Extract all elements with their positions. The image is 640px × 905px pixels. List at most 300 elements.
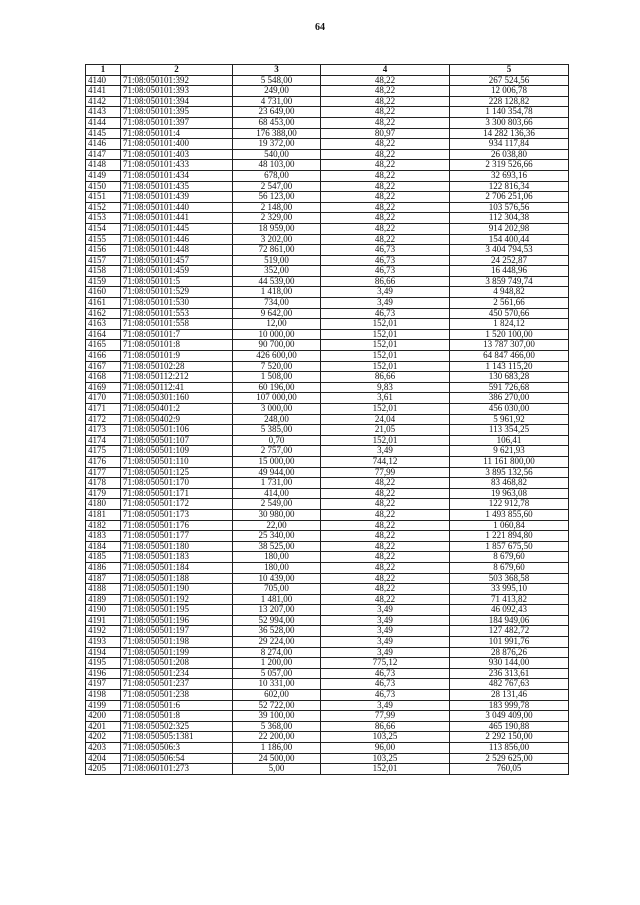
cadastral-number: 71:08:050101:529 [121, 287, 233, 298]
table-row [86, 541, 569, 552]
rate-value: 103,25 [321, 732, 450, 743]
row-index: 4193 [86, 637, 121, 648]
cadastral-number: 71:08:050401:2 [121, 404, 233, 415]
area-value: 22 200,00 [233, 732, 321, 743]
cadastral-number: 71:08:050101:459 [121, 266, 233, 277]
area-value: 1 200,00 [233, 658, 321, 669]
area-value: 12,00 [233, 319, 321, 330]
table-row [86, 308, 569, 319]
cadastral-number: 71:08:050501:199 [121, 647, 233, 658]
row-index: 4169 [86, 382, 121, 393]
rate-value: 48,22 [321, 531, 450, 542]
rate-value: 48,22 [321, 520, 450, 531]
rate-value: 48,22 [321, 509, 450, 520]
row-index: 4192 [86, 626, 121, 637]
area-value: 56 123,00 [233, 192, 321, 203]
row-index: 4163 [86, 319, 121, 330]
area-value: 10 000,00 [233, 329, 321, 340]
rate-value: 48,22 [321, 192, 450, 203]
area-value: 602,00 [233, 690, 321, 701]
row-index: 4197 [86, 679, 121, 690]
cadastral-number: 71:08:050501:170 [121, 478, 233, 489]
rate-value: 48,22 [321, 552, 450, 563]
table-row [86, 509, 569, 520]
total-value: 503 368,58 [450, 573, 569, 584]
area-value: 52 994,00 [233, 615, 321, 626]
table-body [86, 65, 569, 775]
rate-value: 24,04 [321, 414, 450, 425]
column-header: 1 [86, 65, 121, 76]
row-index: 4176 [86, 456, 121, 467]
cadastral-number: 71:08:050101:445 [121, 223, 233, 234]
cadastral-number: 71:08:050501:172 [121, 499, 233, 510]
area-value: 18 959,00 [233, 223, 321, 234]
area-value: 3 202,00 [233, 234, 321, 245]
row-index: 4191 [86, 615, 121, 626]
area-value: 39 100,00 [233, 711, 321, 722]
cadastral-number: 71:08:050501:188 [121, 573, 233, 584]
cadastral-number: 71:08:050101:5 [121, 276, 233, 287]
total-value: 113 354,25 [450, 425, 569, 436]
total-value: 71 413,82 [450, 594, 569, 605]
table-row [86, 721, 569, 732]
area-value: 5 368,00 [233, 721, 321, 732]
cadastral-number: 71:08:050501:109 [121, 446, 233, 457]
row-index: 4162 [86, 308, 121, 319]
row-index: 4161 [86, 298, 121, 309]
row-index: 4152 [86, 202, 121, 213]
cadastral-number: 71:08:050101:394 [121, 96, 233, 107]
table-row [86, 488, 569, 499]
land-plot-table [85, 64, 569, 775]
total-value: 19 963,08 [450, 488, 569, 499]
cadastral-number: 71:08:050501:171 [121, 488, 233, 499]
total-value: 8 679,60 [450, 552, 569, 563]
rate-value: 46,73 [321, 679, 450, 690]
row-index: 4173 [86, 425, 121, 436]
cadastral-number: 71:08:050501:197 [121, 626, 233, 637]
row-index: 4198 [86, 690, 121, 701]
area-value: 414,00 [233, 488, 321, 499]
row-index: 4205 [86, 764, 121, 775]
table-row [86, 584, 569, 595]
row-index: 4159 [86, 276, 121, 287]
area-value: 2 547,00 [233, 181, 321, 192]
area-value: 36 528,00 [233, 626, 321, 637]
row-index: 4160 [86, 287, 121, 298]
table-row [86, 690, 569, 701]
area-value: 352,00 [233, 266, 321, 277]
rate-value: 46,73 [321, 690, 450, 701]
area-value: 9 642,00 [233, 308, 321, 319]
rate-value: 48,22 [321, 107, 450, 118]
row-index: 4145 [86, 128, 121, 139]
cadastral-number: 71:08:050112:41 [121, 382, 233, 393]
area-value: 734,00 [233, 298, 321, 309]
rate-value: 152,01 [321, 340, 450, 351]
row-index: 4202 [86, 732, 121, 743]
area-value: 1 481,00 [233, 594, 321, 605]
cadastral-number: 71:08:050501:176 [121, 520, 233, 531]
table-row [86, 96, 569, 107]
row-index: 4201 [86, 721, 121, 732]
row-index: 4175 [86, 446, 121, 457]
row-index: 4157 [86, 255, 121, 266]
row-index: 4204 [86, 753, 121, 764]
table-row [86, 700, 569, 711]
table-row [86, 414, 569, 425]
total-value: 1 520 100,00 [450, 329, 569, 340]
total-value: 3 895 132,56 [450, 467, 569, 478]
total-value: 934 117,84 [450, 139, 569, 150]
table-row [86, 404, 569, 415]
rate-value: 21,05 [321, 425, 450, 436]
table-row [86, 668, 569, 679]
table-header-row [86, 65, 569, 76]
total-value: 2 561,66 [450, 298, 569, 309]
rate-value: 48,22 [321, 75, 450, 86]
table-row [86, 764, 569, 775]
table-row [86, 393, 569, 404]
cadastral-number: 71:08:050101:439 [121, 192, 233, 203]
cadastral-number: 71:08:050501:110 [121, 456, 233, 467]
rate-value: 96,00 [321, 743, 450, 754]
area-value: 5 385,00 [233, 425, 321, 436]
row-index: 4155 [86, 234, 121, 245]
area-value: 23 649,00 [233, 107, 321, 118]
rate-value: 48,22 [321, 573, 450, 584]
table-row [86, 192, 569, 203]
total-value: 64 847 466,00 [450, 351, 569, 362]
rate-value: 46,73 [321, 255, 450, 266]
total-value: 482 767,63 [450, 679, 569, 690]
area-value: 8 274,00 [233, 647, 321, 658]
rate-value: 3,61 [321, 393, 450, 404]
area-value: 2 329,00 [233, 213, 321, 224]
total-value: 9 621,93 [450, 446, 569, 457]
rate-value: 152,01 [321, 404, 450, 415]
rate-value: 48,22 [321, 584, 450, 595]
rate-value: 3,49 [321, 298, 450, 309]
cadastral-number: 71:08:050501:183 [121, 552, 233, 563]
total-value: 5 961,92 [450, 414, 569, 425]
row-index: 4140 [86, 75, 121, 86]
table-row [86, 361, 569, 372]
total-value: 3 859 749,74 [450, 276, 569, 287]
cadastral-number: 71:08:050501:173 [121, 509, 233, 520]
area-value: 180,00 [233, 552, 321, 563]
total-value: 1 140 354,78 [450, 107, 569, 118]
table-row [86, 573, 569, 584]
total-value: 24 252,87 [450, 255, 569, 266]
row-index: 4164 [86, 329, 121, 340]
table-row [86, 753, 569, 764]
rate-value: 48,22 [321, 96, 450, 107]
area-value: 4 731,00 [233, 96, 321, 107]
area-value: 52 722,00 [233, 700, 321, 711]
column-header: 3 [233, 65, 321, 76]
total-value: 760,05 [450, 764, 569, 775]
rate-value: 46,73 [321, 266, 450, 277]
rate-value: 48,22 [321, 488, 450, 499]
total-value: 122 912,78 [450, 499, 569, 510]
row-index: 4170 [86, 393, 121, 404]
row-index: 4181 [86, 509, 121, 520]
cadastral-number: 71:08:050501:238 [121, 690, 233, 701]
table-row [86, 255, 569, 266]
rate-value: 744,12 [321, 456, 450, 467]
area-value: 5,00 [233, 764, 321, 775]
table-row [86, 287, 569, 298]
cadastral-number: 71:08:050101:441 [121, 213, 233, 224]
row-index: 4188 [86, 584, 121, 595]
row-index: 4171 [86, 404, 121, 415]
area-value: 25 340,00 [233, 531, 321, 542]
table-row [86, 594, 569, 605]
rate-value: 152,01 [321, 764, 450, 775]
total-value: 1 060,84 [450, 520, 569, 531]
row-index: 4150 [86, 181, 121, 192]
table-row [86, 520, 569, 531]
total-value: 122 816,34 [450, 181, 569, 192]
area-value: 519,00 [233, 255, 321, 266]
table-row [86, 202, 569, 213]
rate-value: 152,01 [321, 351, 450, 362]
total-value: 16 448,96 [450, 266, 569, 277]
cadastral-number: 71:08:050101:4 [121, 128, 233, 139]
row-index: 4183 [86, 531, 121, 542]
table-row [86, 732, 569, 743]
cadastral-number: 71:08:050101:433 [121, 160, 233, 171]
total-value: 591 726,68 [450, 382, 569, 393]
rate-value: 48,22 [321, 202, 450, 213]
rate-value: 48,22 [321, 213, 450, 224]
area-value: 60 196,00 [233, 382, 321, 393]
area-value: 3 000,00 [233, 404, 321, 415]
table-row [86, 435, 569, 446]
table-row [86, 234, 569, 245]
rate-value: 3,49 [321, 647, 450, 658]
rate-value: 9,83 [321, 382, 450, 393]
total-value: 1 221 894,80 [450, 531, 569, 542]
cadastral-number: 71:08:050101:395 [121, 107, 233, 118]
area-value: 30 980,00 [233, 509, 321, 520]
total-value: 33 995,10 [450, 584, 569, 595]
rate-value: 48,22 [321, 562, 450, 573]
total-value: 914 202,98 [450, 223, 569, 234]
row-index: 4156 [86, 245, 121, 256]
column-header: 2 [121, 65, 233, 76]
rate-value: 48,22 [321, 117, 450, 128]
total-value: 1 493 855,60 [450, 509, 569, 520]
rate-value: 152,01 [321, 319, 450, 330]
rate-value: 3,49 [321, 615, 450, 626]
cadastral-number: 71:08:050101:440 [121, 202, 233, 213]
cadastral-number: 71:08:050501:237 [121, 679, 233, 690]
area-value: 72 861,00 [233, 245, 321, 256]
area-value: 48 103,00 [233, 160, 321, 171]
area-value: 2 549,00 [233, 499, 321, 510]
row-index: 4141 [86, 86, 121, 97]
cadastral-number: 71:08:050101:393 [121, 86, 233, 97]
table-row [86, 499, 569, 510]
rate-value: 48,22 [321, 499, 450, 510]
table-row [86, 75, 569, 86]
area-value: 49 944,00 [233, 467, 321, 478]
table-row [86, 711, 569, 722]
row-index: 4185 [86, 552, 121, 563]
table-row [86, 319, 569, 330]
table-row [86, 276, 569, 287]
rate-value: 77,99 [321, 467, 450, 478]
cadastral-number: 71:08:050101:457 [121, 255, 233, 266]
cadastral-number: 71:08:050112:212 [121, 372, 233, 383]
table-row [86, 149, 569, 160]
area-value: 426 600,00 [233, 351, 321, 362]
table-row [86, 658, 569, 669]
row-index: 4187 [86, 573, 121, 584]
cadastral-number: 71:08:050101:397 [121, 117, 233, 128]
total-value: 236 313,61 [450, 668, 569, 679]
area-value: 5 548,00 [233, 75, 321, 86]
table-row [86, 467, 569, 478]
total-value: 183 999,78 [450, 700, 569, 711]
cadastral-number: 71:08:050101:400 [121, 139, 233, 150]
cadastral-number: 71:08:050501:180 [121, 541, 233, 552]
table-row [86, 160, 569, 171]
total-value: 456 030,00 [450, 404, 569, 415]
cadastral-number: 71:08:050101:530 [121, 298, 233, 309]
area-value: 29 224,00 [233, 637, 321, 648]
table-row [86, 679, 569, 690]
row-index: 4154 [86, 223, 121, 234]
total-value: 14 282 136,36 [450, 128, 569, 139]
total-value: 1 857 675,50 [450, 541, 569, 552]
table-row [86, 446, 569, 457]
rate-value: 3,49 [321, 446, 450, 457]
row-index: 4203 [86, 743, 121, 754]
cadastral-number: 71:08:050101:434 [121, 170, 233, 181]
cadastral-number: 71:08:050501:190 [121, 584, 233, 595]
cadastral-number: 71:08:050402:9 [121, 414, 233, 425]
row-index: 4144 [86, 117, 121, 128]
row-index: 4147 [86, 149, 121, 160]
total-value: 46 092,43 [450, 605, 569, 616]
table-row [86, 181, 569, 192]
rate-value: 48,22 [321, 160, 450, 171]
row-index: 4151 [86, 192, 121, 203]
cadastral-number: 71:08:050501:196 [121, 615, 233, 626]
area-value: 44 539,00 [233, 276, 321, 287]
rate-value: 48,22 [321, 223, 450, 234]
row-index: 4168 [86, 372, 121, 383]
table-row [86, 425, 569, 436]
total-value: 3 404 794,53 [450, 245, 569, 256]
cadastral-number: 71:08:050501:107 [121, 435, 233, 446]
area-value: 176 388,00 [233, 128, 321, 139]
total-value: 450 570,66 [450, 308, 569, 319]
table-row [86, 372, 569, 383]
row-index: 4180 [86, 499, 121, 510]
cadastral-number: 71:08:050101:403 [121, 149, 233, 160]
rate-value: 152,01 [321, 329, 450, 340]
cadastral-number: 71:08:050101:558 [121, 319, 233, 330]
total-value: 1 824,12 [450, 319, 569, 330]
table-row [86, 531, 569, 542]
total-value: 228 128,82 [450, 96, 569, 107]
row-index: 4178 [86, 478, 121, 489]
table-row [86, 478, 569, 489]
cadastral-number: 71:08:050501:106 [121, 425, 233, 436]
rate-value: 48,22 [321, 234, 450, 245]
cadastral-number: 71:08:050101:553 [121, 308, 233, 319]
area-value: 24 500,00 [233, 753, 321, 764]
row-index: 4165 [86, 340, 121, 351]
area-value: 107 000,00 [233, 393, 321, 404]
total-value: 1 143 115,20 [450, 361, 569, 372]
total-value: 106,41 [450, 435, 569, 446]
area-value: 22,00 [233, 520, 321, 531]
rate-value: 80,97 [321, 128, 450, 139]
row-index: 4177 [86, 467, 121, 478]
rate-value: 48,22 [321, 541, 450, 552]
row-index: 4199 [86, 700, 121, 711]
table-row [86, 647, 569, 658]
cadastral-number: 71:08:050101:446 [121, 234, 233, 245]
row-index: 4195 [86, 658, 121, 669]
row-index: 4153 [86, 213, 121, 224]
area-value: 249,00 [233, 86, 321, 97]
row-index: 4142 [86, 96, 121, 107]
row-index: 4196 [86, 668, 121, 679]
area-value: 7 520,00 [233, 361, 321, 372]
rate-value: 152,01 [321, 435, 450, 446]
area-value: 10 439,00 [233, 573, 321, 584]
rate-value: 48,22 [321, 594, 450, 605]
cadastral-number: 71:08:050101:392 [121, 75, 233, 86]
row-index: 4184 [86, 541, 121, 552]
rate-value: 48,22 [321, 478, 450, 489]
row-index: 4174 [86, 435, 121, 446]
table-row [86, 298, 569, 309]
total-value: 13 787 307,00 [450, 340, 569, 351]
row-index: 4146 [86, 139, 121, 150]
row-index: 4149 [86, 170, 121, 181]
table-row [86, 107, 569, 118]
area-value: 90 700,00 [233, 340, 321, 351]
cadastral-number: 71:08:050101:7 [121, 329, 233, 340]
cadastral-number: 71:08:050101:448 [121, 245, 233, 256]
rate-value: 775,12 [321, 658, 450, 669]
row-index: 4186 [86, 562, 121, 573]
rate-value: 46,73 [321, 308, 450, 319]
cadastral-number: 71:08:050101:9 [121, 351, 233, 362]
total-value: 112 304,38 [450, 213, 569, 224]
table-row [86, 626, 569, 637]
total-value: 113 856,00 [450, 743, 569, 754]
cadastral-number: 71:08:050501:184 [121, 562, 233, 573]
total-value: 101 991,76 [450, 637, 569, 648]
table-row [86, 223, 569, 234]
cadastral-number: 71:08:050501:177 [121, 531, 233, 542]
table-row [86, 382, 569, 393]
table-row [86, 456, 569, 467]
row-index: 4172 [86, 414, 121, 425]
total-value: 3 300 803,66 [450, 117, 569, 128]
table-row [86, 637, 569, 648]
rate-value: 48,22 [321, 139, 450, 150]
cadastral-number: 71:08:050501:234 [121, 668, 233, 679]
